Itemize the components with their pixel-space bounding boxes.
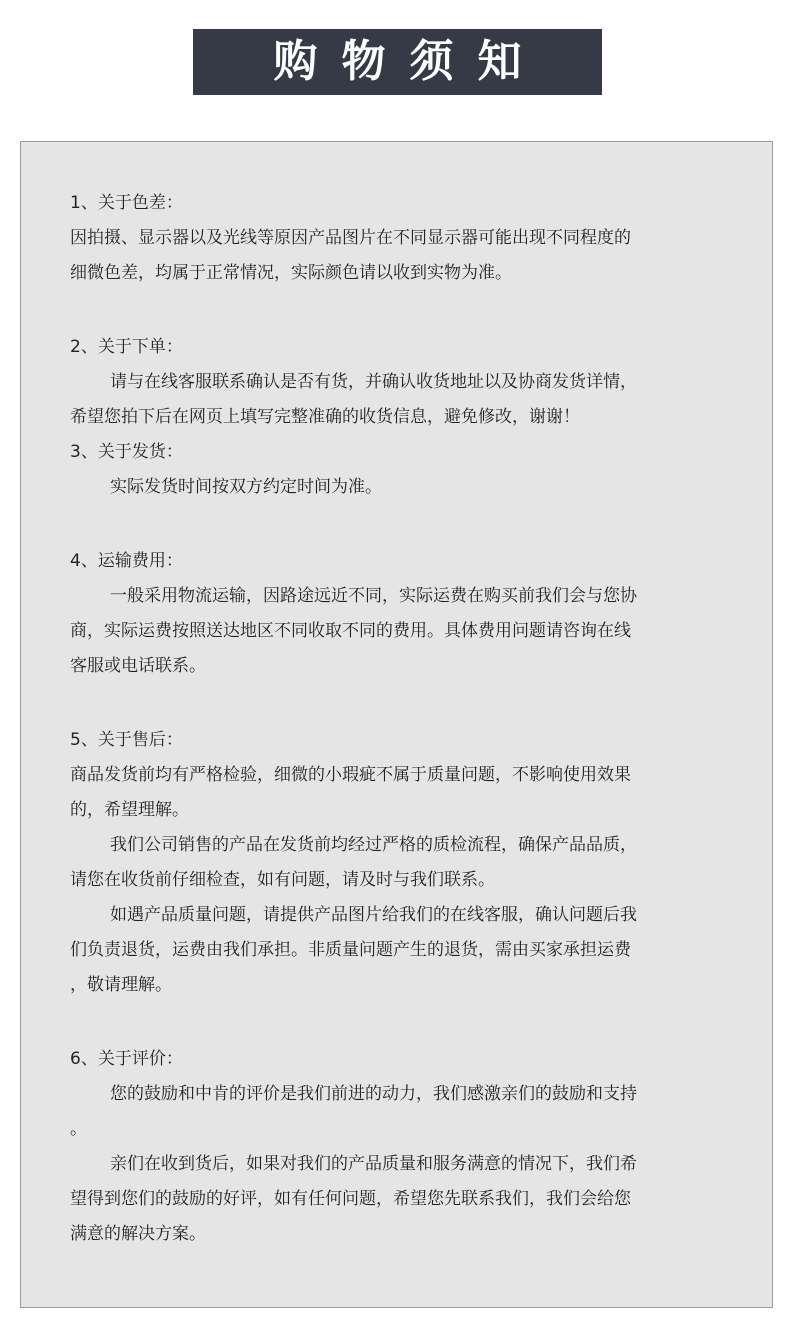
section-spacer: [70, 1003, 730, 1042]
section-spacer: [70, 291, 730, 330]
paragraph-line: 们负责退货，运费由我们承担。非质量问题产生的退货，需由买家承担运费: [70, 940, 631, 960]
paragraph-line: 的，希望理解。: [70, 800, 189, 820]
paragraph-line: 望得到您们的鼓励的好评，如有任何问题，希望您先联系我们，我们会给您: [70, 1189, 631, 1209]
paragraph-line: 希望您拍下后在网页上填写完整准确的收货信息，避免修改，谢谢！: [70, 407, 580, 427]
section-heading-freight: 4、运输费用：: [70, 551, 183, 571]
paragraph-line: 我们公司销售的产品在发货前均经过严格的质检流程，确保产品品质，: [110, 835, 637, 855]
section-spacer: [70, 684, 730, 723]
section-spacer: [70, 505, 730, 544]
notice-panel: [20, 141, 773, 1308]
paragraph-line: 满意的解决方案。: [70, 1224, 206, 1244]
paragraph-line: 商品发货前均有严格检验，细微的小瑕疵不属于质量问题，不影响使用效果: [70, 765, 631, 785]
paragraph-line: 细微色差，均属于正常情况，实际颜色请以收到实物为准。: [70, 263, 512, 283]
paragraph-line: 请与在线客服联系确认是否有货，并确认收货地址以及协商发货详情，: [110, 372, 637, 392]
paragraph-line: 实际发货时间按双方约定时间为准。: [110, 477, 382, 497]
section-heading-shipping: 3、关于发货：: [70, 442, 183, 462]
paragraph-line: 商，实际运费按照送达地区不同收取不同的费用。具体费用问题请咨询在线: [70, 621, 631, 641]
paragraph-line: 亲们在收到货后，如果对我们的产品质量和服务满意的情况下，我们希: [110, 1154, 637, 1174]
section-heading-ordering: 2、关于下单：: [70, 337, 183, 357]
section-heading-color-difference: 1、关于色差：: [70, 193, 183, 213]
paragraph-line: 您的鼓励和中肯的评价是我们前进的动力，我们感激亲们的鼓励和支持: [110, 1084, 637, 1104]
paragraph-line: 请您在收货前仔细检查，如有问题，请及时与我们联系。: [70, 870, 495, 890]
paragraph-line: 。: [70, 1119, 87, 1139]
paragraph-line: ，敬请理解。: [70, 975, 172, 995]
paragraph-line: 如遇产品质量问题，请提供产品图片给我们的在线客服，确认问题后我: [110, 905, 637, 925]
title-banner: [193, 29, 602, 95]
paragraph-line: 因拍摄、显示器以及光线等原因产品图片在不同显示器可能出现不同程度的: [70, 228, 631, 248]
paragraph-line: 一般采用物流运输，因路途远近不同，实际运费在购买前我们会与您协: [110, 586, 637, 606]
section-heading-after-sales: 5、关于售后：: [70, 730, 183, 750]
section-heading-reviews: 6、关于评价：: [70, 1049, 183, 1069]
notice-content: [70, 186, 730, 1252]
paragraph-line: 客服或电话联系。: [70, 656, 206, 676]
page-title: 购物须知: [273, 36, 546, 87]
